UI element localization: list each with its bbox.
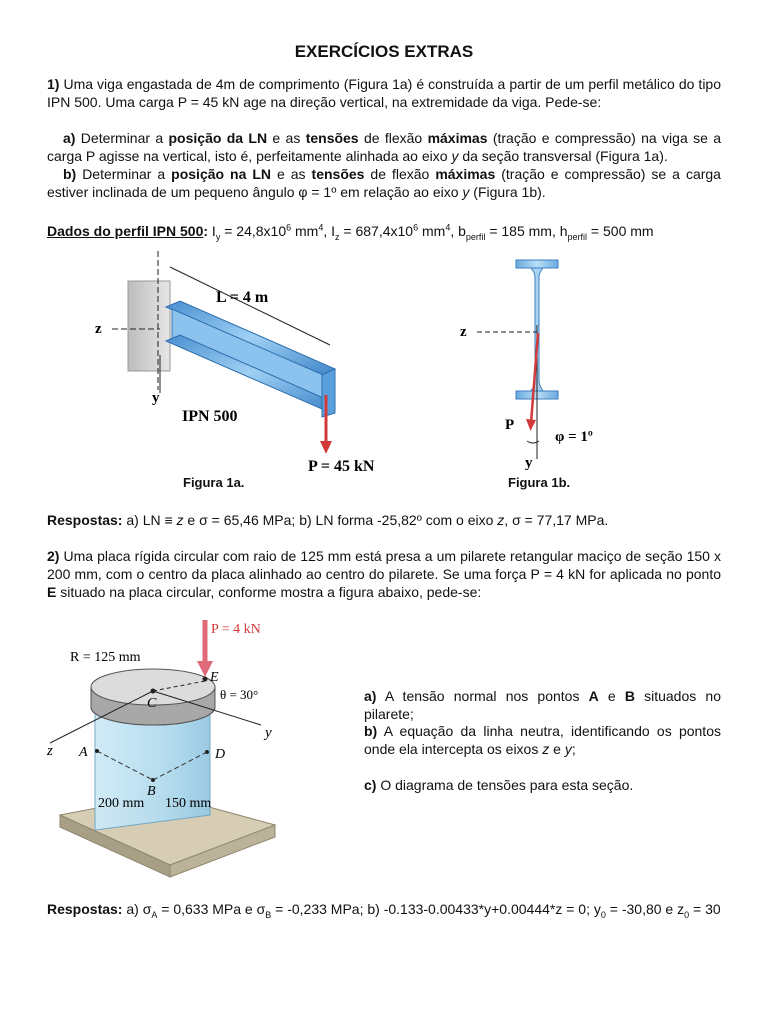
- fig2-load-label: P = 4 kN: [211, 622, 261, 637]
- fig2-point-B: B: [147, 784, 156, 799]
- fig2-radius-label: R = 125 mm: [70, 650, 141, 665]
- figure-1b-caption: Figura 1b.: [508, 475, 571, 490]
- figure-1a-caption: Figura 1a.: [183, 475, 245, 490]
- ex2-item-b: b) A equação da linha neutra, identificando os pontos onde ela intercepta os eixos z e y;: [364, 723, 721, 757]
- fig2-point-E: E: [210, 670, 219, 685]
- fig1b-load-label: P: [505, 417, 515, 433]
- fig2-angle-label: θ = 30°: [220, 687, 259, 702]
- ex2-answers: Respostas: a) $\sigma_A = 0,633$ MPa e $\sigma_B = -0,233$ MPa; b) -0.133-0.00433*y+0.00444*z = 0; $y_0 = -30,80$ e $z_0 = 30$: [47, 901, 721, 920]
- fig1b-angle-label: φ = 1º: [555, 429, 593, 445]
- ex1-item-a: a) Determinar a posição da LN e as tensões de flexão máximas (tração e compressão) na viga se a carga P agisse na vertical, isto é, perfeitamente alinhada ao eixo y da seção transversal (Figura 1a).: [47, 130, 721, 164]
- ex2-item-a: a) A tensão normal nos pontos A e B situados no pilarete;: [364, 688, 721, 722]
- fig1b-y-label: y: [525, 455, 533, 471]
- figure-2: [45, 615, 335, 890]
- ex1-intro: 1) Uma viga engastada de 4m de comprimento (Figura 1a) é construída a partir de um perfil metálico do tipo IPN 500. Uma carga P = 45 kN age na direção vertical, na extremidade da viga. Pede-se:: [47, 76, 721, 110]
- page-title: EXERCÍCIOS EXTRAS: [294, 42, 474, 61]
- fig2-point-D: D: [215, 747, 226, 762]
- fig2-dim-150: 150 mm: [165, 796, 212, 811]
- fig1a-z-label: z: [95, 321, 102, 337]
- ex1-profile-data: Dados do perfil IPN 500: $I_y = 24,8x10^6$ $mm^4$, $I_z = 687,4x10^6$ $mm^4$, $b_{perfil} = 185$ mm, $h_{perfil} = 500$ mm: [47, 222, 654, 242]
- fig1a-length-label: L = 4 m: [216, 289, 269, 306]
- fig1a-profile-label: IPN 500: [182, 408, 238, 425]
- fig2-z-axis-label: z: [47, 743, 53, 759]
- ex2-intro: 2) Uma placa rígida circular com raio de 125 mm está presa a um pilarete retangular maciço de seção 150 x 200 mm, com o centro da placa alinhado ao centro do pilarete. Se uma força P = 4 kN for aplicada no ponto E situado na placa circular, conforme mostra a figura abaixo, pede-se:: [47, 548, 721, 600]
- fig2-y-axis-label: y: [265, 725, 272, 741]
- fig2-point-A: A: [79, 745, 88, 760]
- ex2-item-c: c) O diagrama de tensões para esta seção.: [364, 777, 634, 793]
- fig1a-y-label: y: [152, 390, 160, 406]
- fig1a-load-label: P = 45 kN: [308, 458, 375, 475]
- fig2-point-C: C: [147, 696, 157, 711]
- support-wall: [128, 281, 170, 371]
- fig1b-z-label: z: [460, 324, 467, 340]
- figure-1b: [455, 255, 615, 470]
- ex1-answers: Respostas: a) LN ≡ z e σ = 65,46 MPa; b) LN forma -25,82º com o eixo z, σ = 77,17 MPa.: [47, 512, 609, 528]
- ex1-item-b: b) Determinar a posição na LN e as tensões de flexão máximas (tração e compressão) se a carga estiver inclinada de um pequeno ângulo φ = 1º em relação ao eixo y (Figura 1b).: [47, 166, 721, 200]
- fig2-dim-200: 200 mm: [98, 796, 145, 811]
- figure-1a: [90, 245, 410, 480]
